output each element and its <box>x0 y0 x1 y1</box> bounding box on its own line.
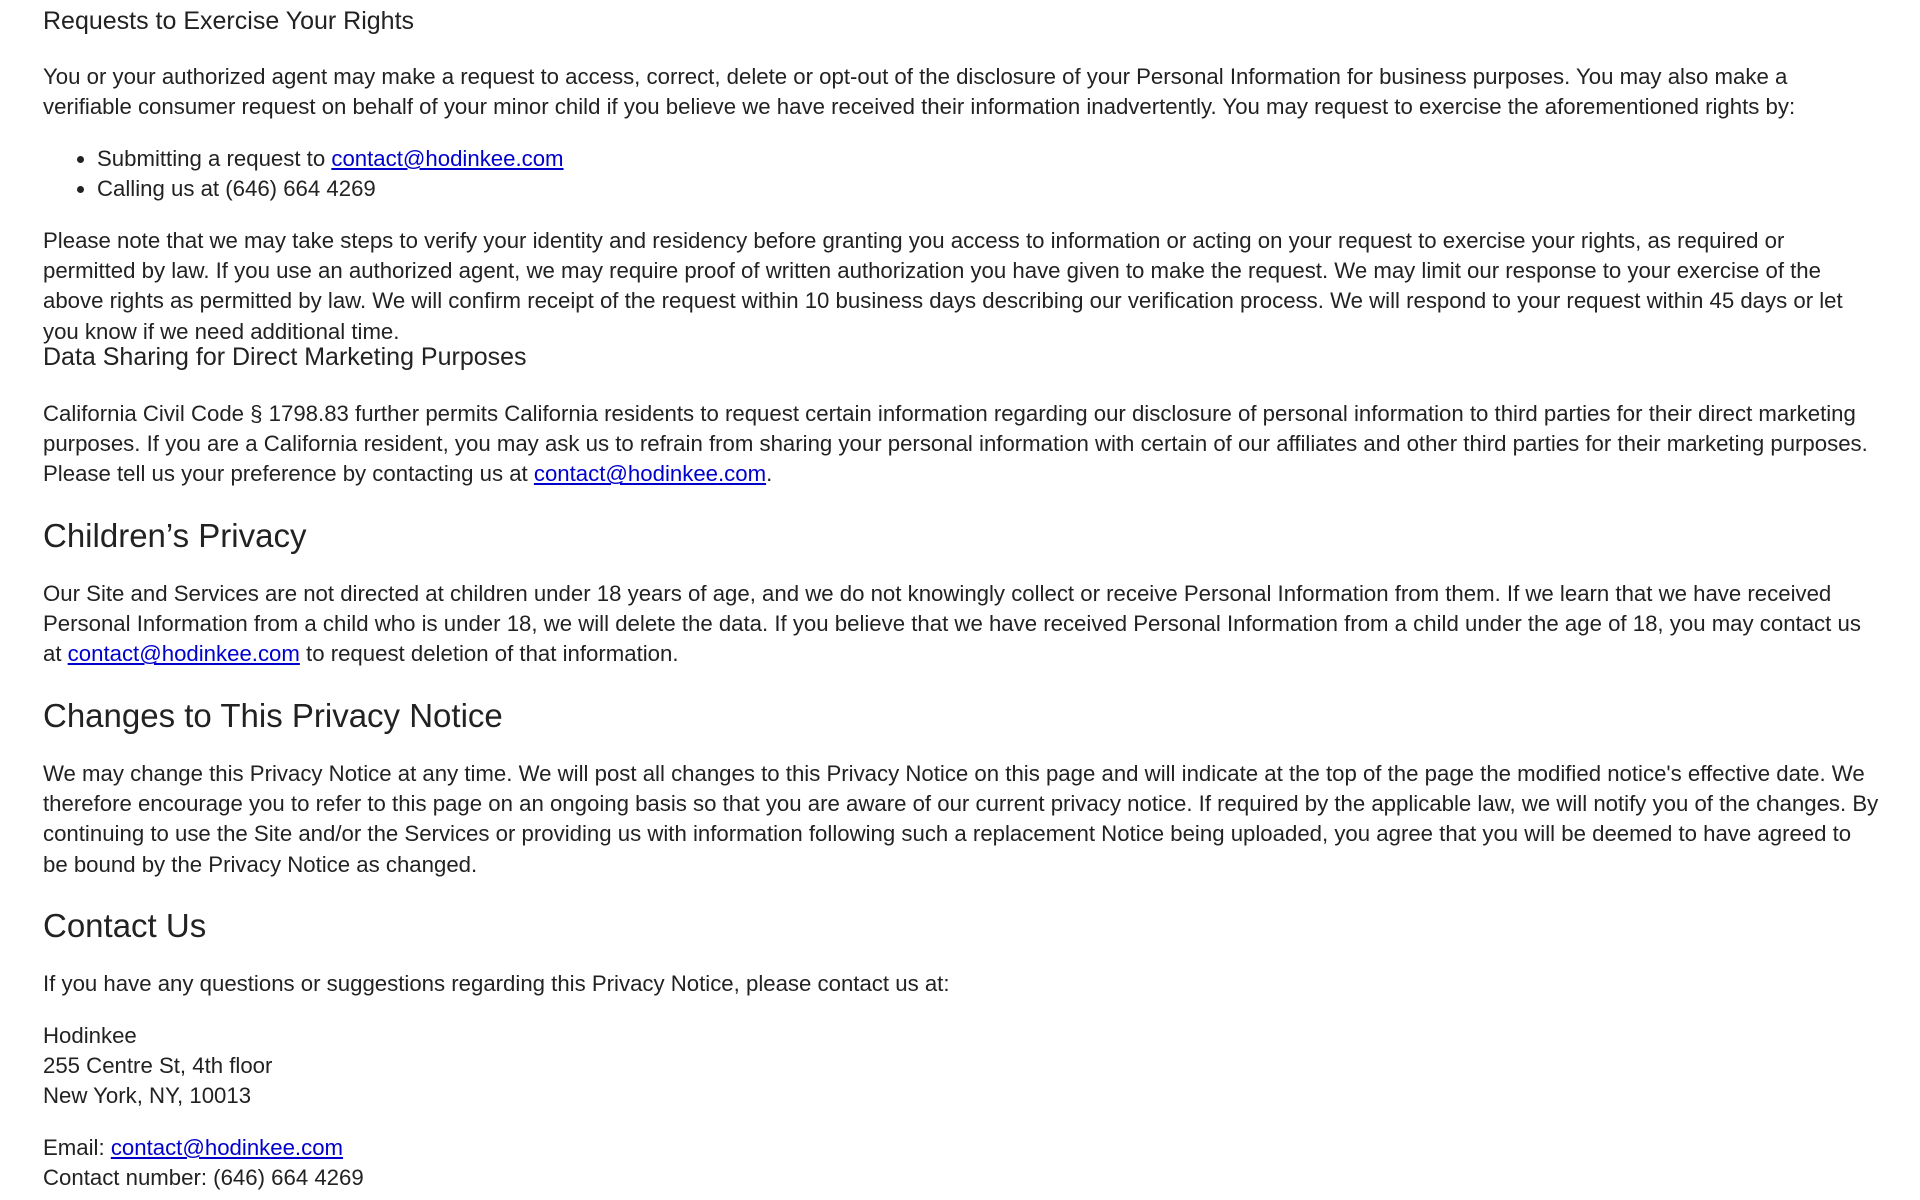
email-line <box>43 1133 1879 1163</box>
company-name: Hodinkee <box>43 1023 137 1048</box>
contact-email-link[interactable]: contact@hodinkee.com <box>67 641 300 667</box>
list-item <box>97 144 1879 174</box>
marketing-heading: Data Sharing for Direct Marketing Purposes <box>43 343 527 371</box>
marketing-suffix: . <box>766 461 773 487</box>
contact-intro: If you have any questions or suggestions regarding this Privacy Notice, please contact us at: <box>43 971 950 996</box>
contact-address <box>43 1021 1879 1112</box>
contact-email-link[interactable]: contact@hodinkee.com <box>331 146 564 171</box>
phone-line: Contact number: (646) 664 4269 <box>43 1165 364 1191</box>
marketing-text <box>43 399 1879 490</box>
contact-email-link[interactable]: contact@hodinkee.com <box>110 1135 344 1160</box>
children-suffix: to request deletion of that information. <box>299 641 679 667</box>
children-text <box>43 579 1879 670</box>
email-label: Email: <box>43 1135 111 1160</box>
rights-item1-prefix: Submitting a request to <box>97 146 332 171</box>
changes-heading: Changes to This Privacy Notice <box>43 697 503 734</box>
contact-heading: Contact Us <box>43 907 207 944</box>
rights-intro: You or your authorized agent may make a request to access, correct, delete or opt-out of the disclosure of your Personal Information for business purposes. You may also make a verifiable consumer request on behalf of your minor child if you believe we have received their information inadvertently. You may request to exercise the aforementioned rights by: <box>43 64 1796 120</box>
rights-note: Please note that we may take steps to verify your identity and residency before granting you access to information or acting on your request to exercise your rights, as required or permitted by law. If you use an authorized agent, we may require proof of written authorization you have given to make the request. We may limit our response to your exercise of the above rights as permitted by law. We will confirm receipt of the request within 10 business days describing our verification process. We will respond to your request within 45 days or let you know if we need additional time. <box>43 228 1843 344</box>
rights-heading: Requests to Exercise Your Rights <box>43 7 415 35</box>
contact-details <box>43 1133 1879 1193</box>
changes-text: We may change this Privacy Notice at any time. We will post all changes to this Privacy Notice on this page and will indicate at the top of the page the modified notice's effective date. We therefore encourage you to refer to this page on an ongoing basis so that you are aware of our current privacy notice. If required by the applicable law, we will notify you of the changes. By continuing to use the Site and/or the Services or providing us with information following such a replacement Notice being uploaded, you agree that you will be deemed to have agreed to be bound by the Privacy Notice as changed. <box>43 761 1879 877</box>
rights-methods-list <box>43 144 1879 204</box>
marketing-body: California Civil Code § 1798.83 further permits California residents to request certain information regarding our disclosure of personal information to third parties for their direct marketing purposes. If you are a California resident, you may ask us to refrain from sharing your personal information with certain of our affiliates and other third parties for their marketing purposes. Please tell us your preference by contacting us at <box>43 401 1868 487</box>
address-line-1: 255 Centre St, 4th floor <box>43 1053 273 1079</box>
contact-email-link[interactable]: contact@hodinkee.com <box>533 461 767 487</box>
children-heading: Children’s Privacy <box>43 517 307 554</box>
list-item: • Calling us at (646) 664 4269 <box>97 174 1879 204</box>
address-line-2: New York, NY, 10013 <box>43 1083 252 1109</box>
children-body: Our Site and Services are not directed at children under 18 years of age, and we do not knowingly collect or receive Personal Information from them. If we learn that we have received Personal Information from a child who is under 18, we will delete the data. If you believe that we have received Personal Information from a child under the age of 18, you may contact us at <box>43 581 1861 667</box>
